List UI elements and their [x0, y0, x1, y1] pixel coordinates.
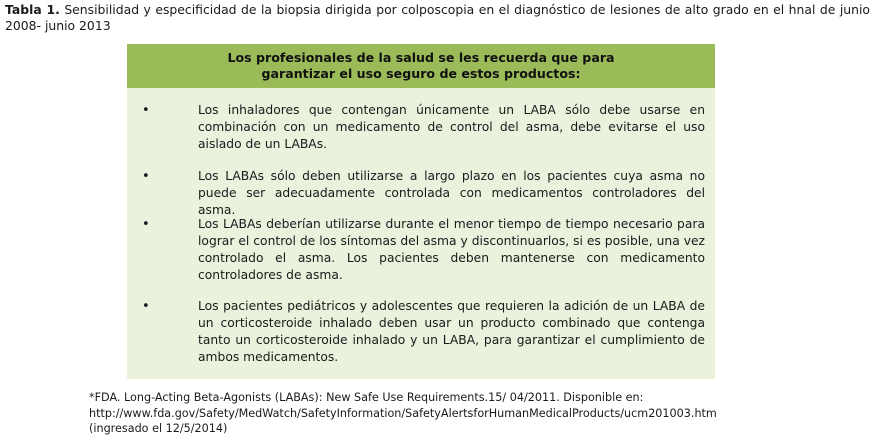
bullet-text: Los pacientes pediátricos y adolescentes que requieren la adición de un LABA de un corticosteroide inhalado deben usar un producto combinado que contenga tanto un corticosteroide inhalado y un LABA, para garantizar el cumplimiento de ambos medicamentos.	[198, 299, 705, 364]
bullet-text: Los LABAs deberían utilizarse durante el menor tiempo de tiempo necesario para lograr el control de los síntomas del asma y discontinuarlos, si es posible, una vez controlado el asma. Los pacientes deben mantenerse con medicamento controladores de asma.	[198, 217, 705, 282]
footnote-url[interactable]: http://www.fda.gov/Safety/MedWatch/SafetyInformation/SafetyAlertsforHumanMedicalProducts/ucm201003.htm	[89, 406, 717, 420]
bullet-icon: •	[142, 217, 150, 232]
table-caption	[5, 2, 870, 34]
box-header-text: Los profesionales de la salud se les recuerda que para garantizar el uso seguro de estos productos:	[227, 50, 615, 81]
bullet-text: Los inhaladores que contengan únicamente un LABA sólo debe usarse en combinación con un medicamento de control del asma, debe evitarse el uso aislado de un LABAs.	[198, 103, 705, 151]
bullet-text: Los LABAs sólo deben utilizarse a largo plazo en los pacientes cuya asma no puede ser adecuadamente controlada con medicamentos controladores del asma.	[198, 169, 705, 217]
caption-label: Tabla 1.	[5, 2, 60, 17]
footnote	[89, 390, 869, 437]
bullet-icon: •	[142, 103, 150, 118]
bullet-icon: •	[142, 299, 150, 314]
box-header	[127, 44, 715, 88]
bullet-icon: •	[142, 169, 150, 184]
recommendation-box	[127, 44, 715, 379]
footnote-source: *FDA. Long-Acting Beta-Agonists (LABAs): New Safe Use Requirements.15/ 04/2011. Disponible en:	[89, 391, 644, 404]
caption-text: Sensibilidad y especificidad de la biopsia dirigida por colposcopia en el diagnóstico de lesiones de alto grado en el hnal de junio 2008- junio 2013	[5, 2, 870, 33]
footnote-accessed: (ingresado el 12/5/2014)	[89, 422, 228, 435]
